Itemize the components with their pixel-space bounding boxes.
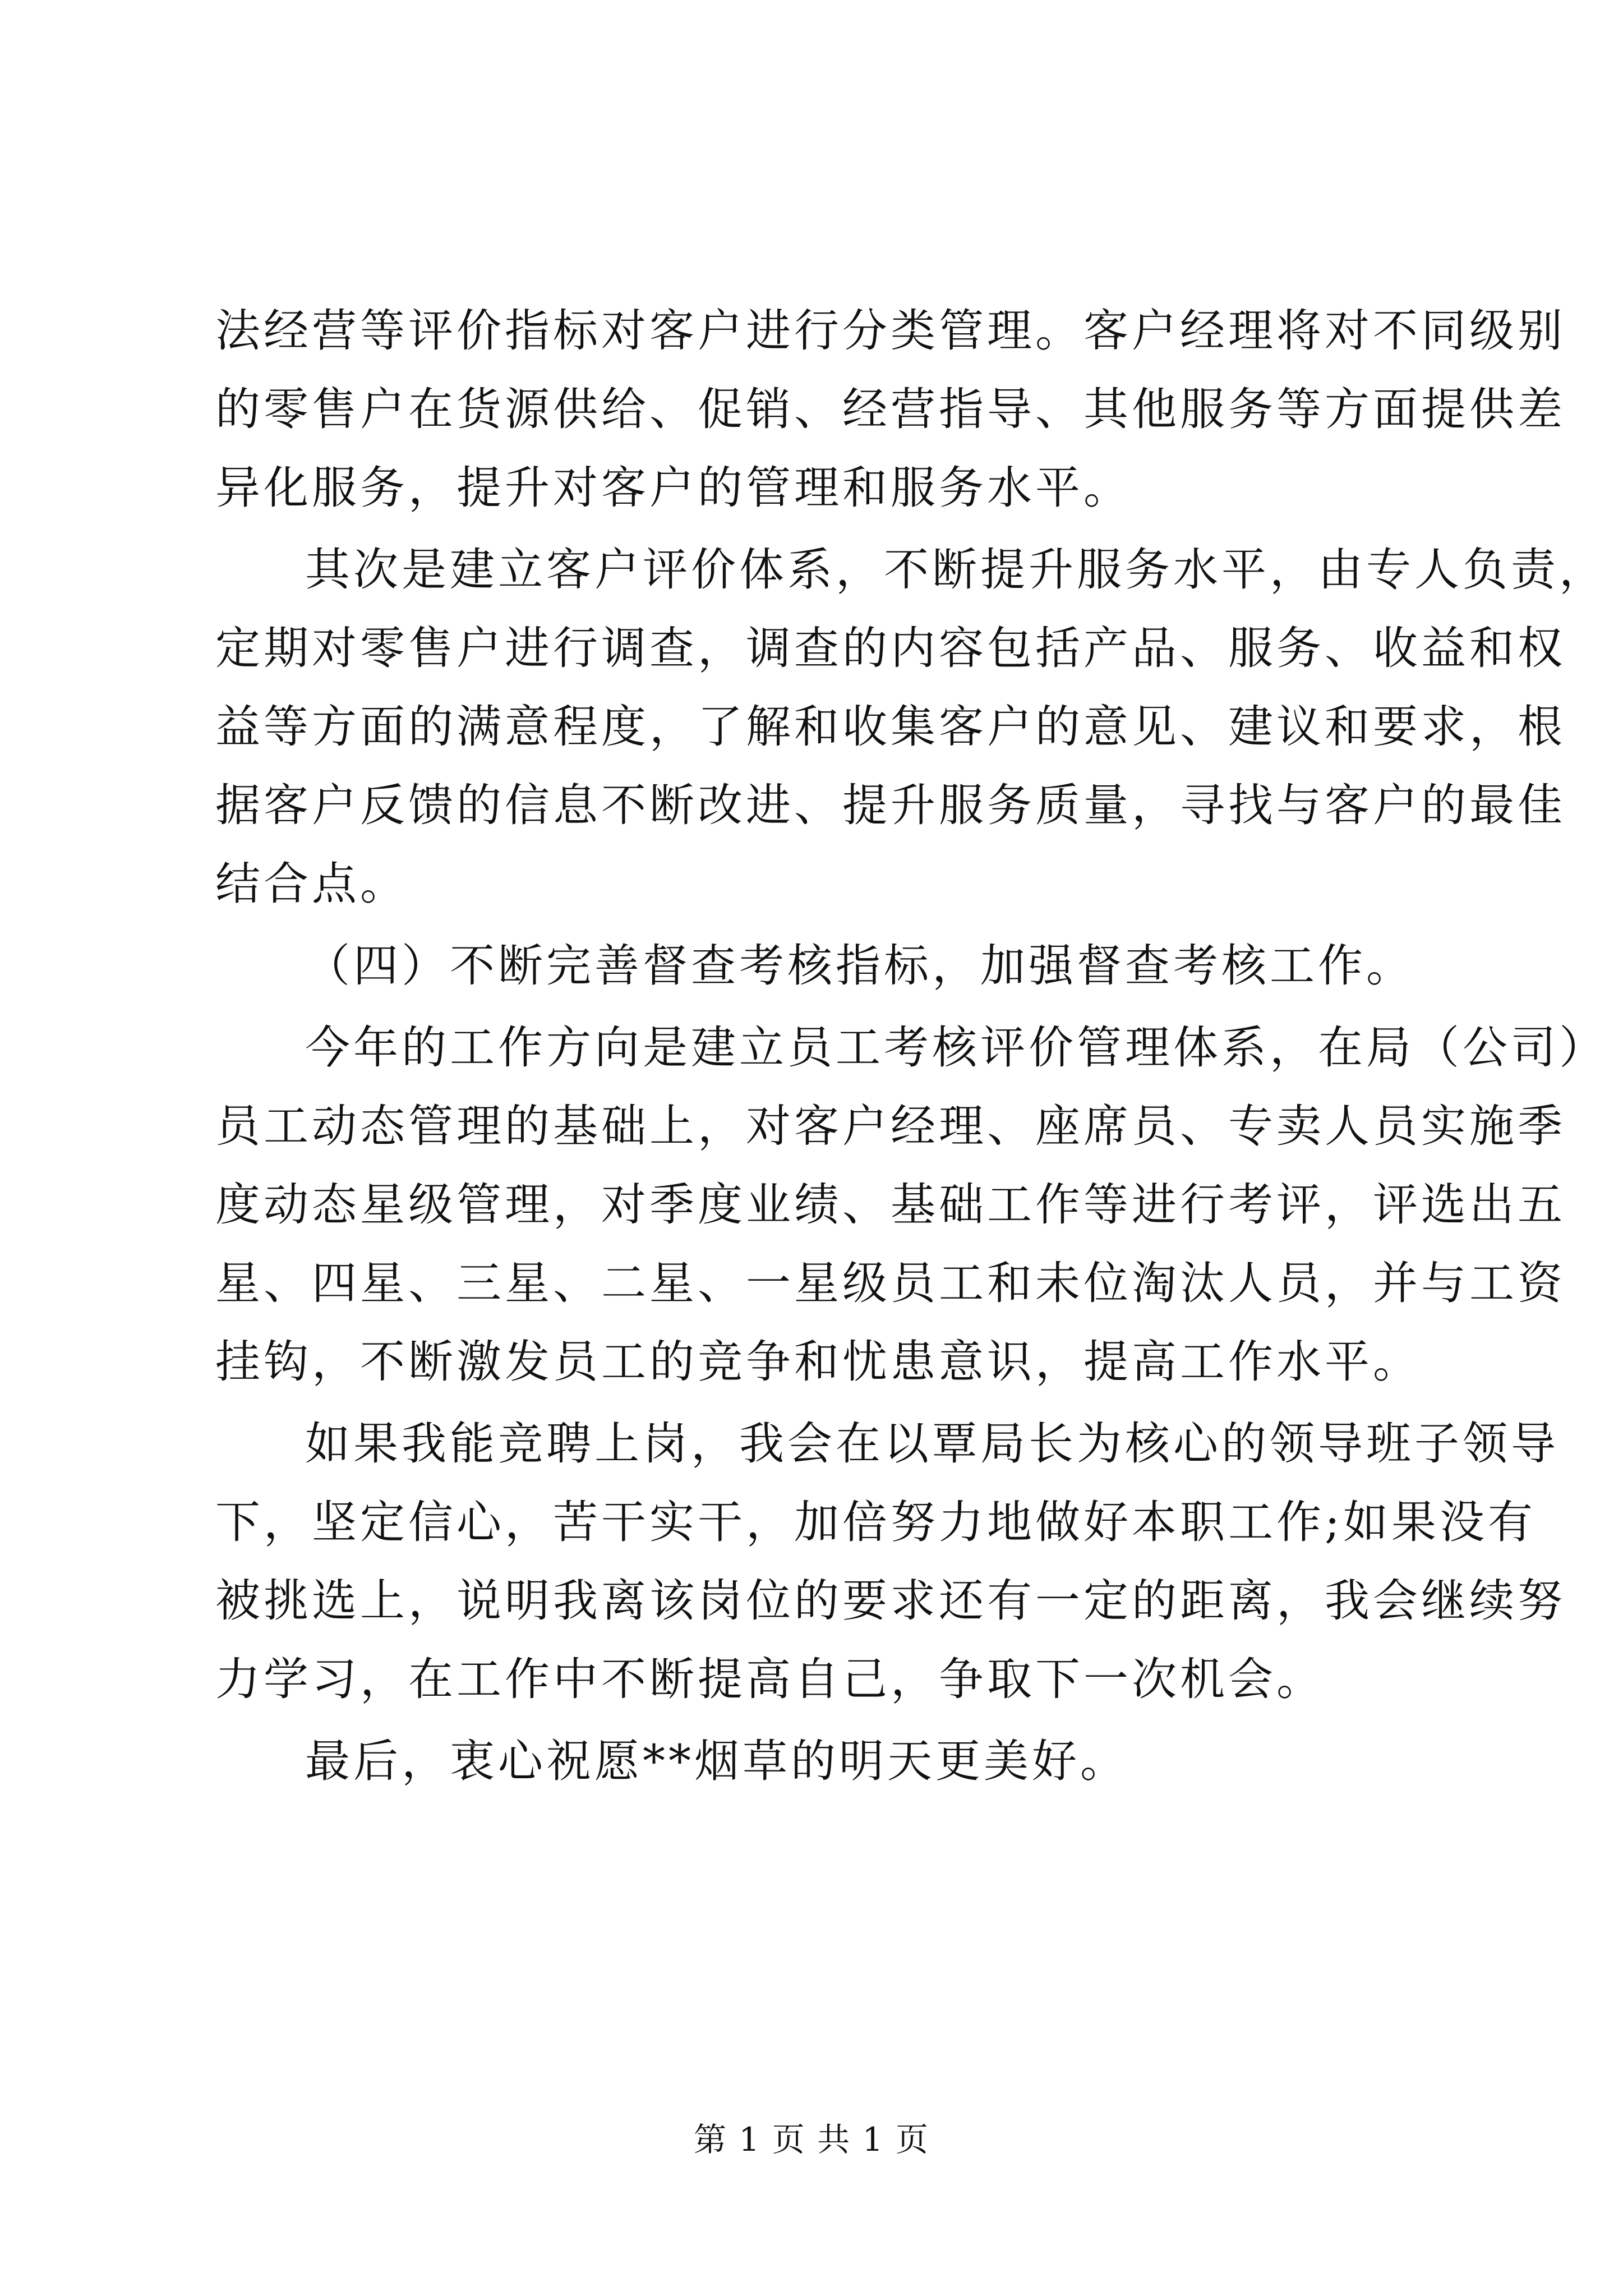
paragraph-line: 员工动态管理的基础上，对客户经理、座席员、专卖人员实施季 [215,1100,1566,1152]
paragraph-line: 挂钩，不断激发员工的竞争和忧患意识，提高工作水平。 [215,1336,1421,1388]
paragraph-line: 异化服务，提升对客户的管理和服务水平。 [215,462,1132,514]
paragraph-line: 今年的工作方向是建立员工考核评价管理体系，在局（公司） [305,1022,1607,1074]
paragraph-1 [215,292,1566,527]
paragraph-line: 星、四星、三星、二星、一星级员工和未位淘汰人员，并与工资 [215,1257,1566,1309]
section-heading-4 [215,927,1421,1005]
paragraph-4 [215,1009,1607,1401]
section-heading-text: （四）不断完善督查考核指标，加强督查考核工作。 [305,940,1414,992]
paragraph-2 [215,531,1607,923]
paragraph-line: 法经营等评价指标对客户进行分类管理。客户经理将对不同级别 [215,305,1566,357]
closing-paragraph [215,1722,1421,1801]
paragraph-line: 度动态星级管理，对季度业绩、基础工作等进行考评，评选出五 [215,1179,1566,1231]
paragraph-line: 结合点。 [215,858,408,910]
paragraph-line: 被挑选上，说明我离该岗位的要求还有一定的距离，我会继续努 [215,1575,1566,1627]
paragraph-line: 据客户反馈的信息不断改进、提升服务质量，寻找与客户的最佳 [215,779,1566,831]
paragraph-line: 的零售户在货源供给、促销、经营指导、其他服务等方面提供差 [215,383,1566,435]
paragraph-5 [215,1405,1566,1719]
paragraph-line: 力学习，在工作中不断提高自己，争取下一次机会。 [215,1653,1325,1705]
document-body [215,292,1607,1801]
paragraph-line: 定期对零售户进行调查，调查的内容包括产品、服务、收益和权 [215,622,1566,674]
page-footer: 第 1 页 共 1 页 [694,2120,929,2159]
paragraph-line: 下，坚定信心，苦干实干，加倍努力地做好本职工作;如果没有 [215,1496,1536,1548]
paragraph-line: 如果我能竞聘上岗，我会在以覃局长为核心的领导班子领导 [305,1418,1559,1470]
paragraph-line: 最后，衷心祝愿**烟草的明天更美好。 [305,1735,1128,1787]
paragraph-line: 益等方面的满意程度，了解和收集客户的意见、建议和要求，根 [215,701,1566,753]
paragraph-line: 其次是建立客户评价体系，不断提升服务水平，由专人负责， [305,544,1607,596]
